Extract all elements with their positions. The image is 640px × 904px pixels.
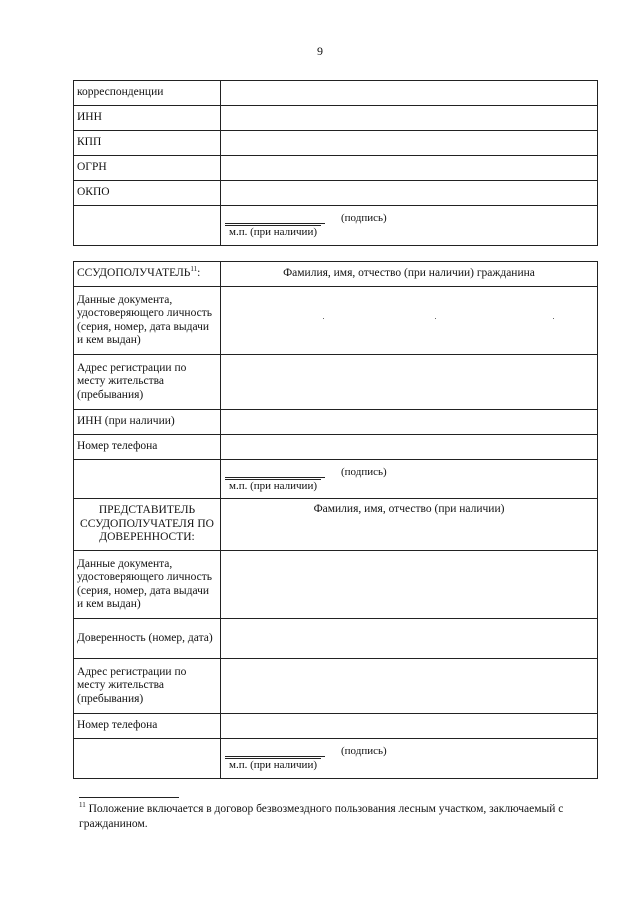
- row-label-id-document: Данные документа, удостоверяющего личность (серия, номер, дата выдачи и кем выдан): [74, 287, 221, 355]
- field-inn[interactable]: [221, 106, 598, 131]
- signature-label: (подпись): [341, 745, 387, 757]
- field-rep-address[interactable]: [221, 659, 598, 714]
- footnote-ref: 11: [190, 265, 198, 274]
- row-label-kpp: КПП: [74, 131, 221, 156]
- field-phone[interactable]: [221, 435, 598, 460]
- field-ogrn[interactable]: [221, 156, 598, 181]
- signature-block[interactable]: [221, 460, 598, 499]
- row-label-inn: ИНН: [74, 106, 221, 131]
- representative-header-value: Фамилия, имя, отчество (при наличии): [221, 499, 598, 551]
- signature-line: [225, 223, 325, 224]
- signature-block[interactable]: [221, 206, 598, 246]
- field-address[interactable]: [221, 355, 598, 410]
- signature-line: [225, 756, 325, 757]
- footnote: [79, 802, 599, 832]
- footnote-text: Положение включается в договор безвозмездного пользования лесным участком, заключаемый с гражданином.: [79, 803, 564, 830]
- signature-label: (подпись): [341, 212, 387, 224]
- field-rep-phone[interactable]: [221, 714, 598, 739]
- stamp-label: м.п. (при наличии): [225, 225, 321, 240]
- row-label-okpo: ОКПО: [74, 181, 221, 206]
- organization-details-table: [73, 80, 598, 246]
- row-label-ogrn: ОГРН: [74, 156, 221, 181]
- stamp-label: м.п. (при наличии): [225, 758, 321, 773]
- representative-header-label: ПРЕДСТАВИТЕЛЬ ССУДОПОЛУЧАТЕЛЯ ПО ДОВЕРЕННОСТИ:: [74, 499, 221, 551]
- row-label-correspondence: корреспонденции: [74, 81, 221, 106]
- field-id-document[interactable]: [221, 287, 598, 355]
- row-label-rep-id-document: Данные документа, удостоверяющего личность (серия, номер, дата выдачи и кем выдан): [74, 551, 221, 619]
- field-rep-id-document[interactable]: [221, 551, 598, 619]
- footnote-divider: [79, 797, 179, 798]
- signature-block[interactable]: [221, 739, 598, 779]
- row-label-rep-address: Адрес регистрации по месту жительства (пребывания): [74, 659, 221, 714]
- row-label-phone: Номер телефона: [74, 435, 221, 460]
- field-inn-optional[interactable]: [221, 410, 598, 435]
- row-label-inn-optional: ИНН (при наличии): [74, 410, 221, 435]
- borrower-header-label: ССУДОПОЛУЧАТЕЛЬ$^{11}$:: [74, 262, 221, 287]
- field-okpo[interactable]: [221, 181, 598, 206]
- row-label-power-of-attorney: Доверенность (номер, дата): [74, 619, 221, 659]
- signature-label: (подпись): [341, 466, 387, 478]
- footnote-number: 11: [79, 801, 86, 810]
- stamp-label: м.п. (при наличии): [225, 479, 321, 494]
- borrower-table: [73, 261, 598, 779]
- field-kpp[interactable]: [221, 131, 598, 156]
- field-power-of-attorney[interactable]: [221, 619, 598, 659]
- borrower-header-value: Фамилия, имя, отчество (при наличии) гражданина: [221, 262, 598, 287]
- field-correspondence[interactable]: [221, 81, 598, 106]
- row-label-rep-phone: Номер телефона: [74, 714, 221, 739]
- signature-line: [225, 477, 325, 478]
- row-label-address: Адрес регистрации по месту жительства (пребывания): [74, 355, 221, 410]
- page-number: 9: [317, 44, 323, 58]
